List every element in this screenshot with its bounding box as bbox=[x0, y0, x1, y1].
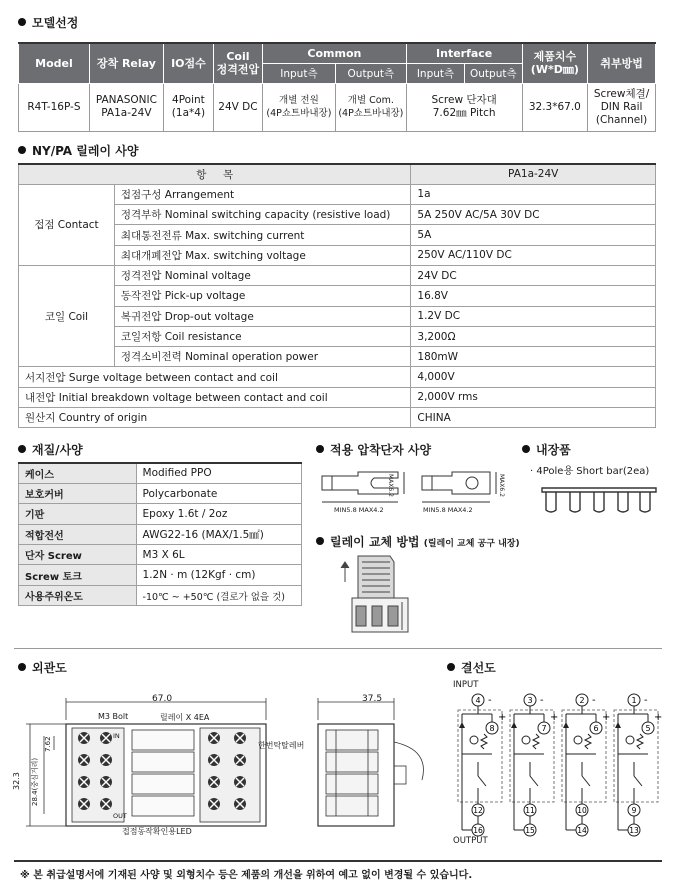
spec-value: 4,000V bbox=[411, 367, 656, 387]
coil-icon bbox=[637, 734, 643, 749]
terminal-label: 10 bbox=[577, 806, 587, 815]
material-key: Screw 토크 bbox=[19, 565, 137, 585]
wiring-diagram bbox=[452, 692, 668, 838]
terminal-label: 7 bbox=[541, 724, 547, 733]
crimp-dim-d: MAX6.2 bbox=[498, 474, 505, 497]
coil-cell: 24V DC bbox=[213, 83, 262, 131]
polarity-minus: - bbox=[592, 695, 596, 706]
crimp-dim-a: MIN5.8 MAX4.2 bbox=[334, 506, 384, 514]
spec-section-title: NY/PA 릴레이 사양 bbox=[18, 142, 138, 159]
model-section-title: 모델선정 bbox=[18, 14, 78, 31]
dim-pitch: 7.62 bbox=[44, 736, 52, 752]
polarity-plus: + bbox=[550, 712, 559, 723]
spec-label: 정격부하 Nominal switching capacity (resistive load) bbox=[114, 205, 411, 225]
terminal-label: 8 bbox=[489, 724, 495, 733]
bullet-icon bbox=[316, 445, 324, 453]
spec-value: 250V AC/110V DC bbox=[411, 245, 656, 265]
spec-value: 24V DC bbox=[411, 265, 656, 285]
material-key: 케이스 bbox=[19, 463, 137, 483]
spec-value: 5A 250V AC/5A 30V DC bbox=[411, 205, 656, 225]
terminal-section-title: 적용 압착단자 사양 bbox=[316, 441, 431, 458]
contents-section-title: 내장품 bbox=[522, 441, 571, 458]
spec-label: 정격전압 Nominal voltage bbox=[114, 265, 411, 285]
led-icon bbox=[626, 736, 634, 744]
terminal-label: 13 bbox=[629, 826, 639, 835]
crimp-dim-c: MAX6.2 bbox=[387, 474, 394, 497]
bullet-icon bbox=[522, 445, 530, 453]
terminal-label: 11 bbox=[525, 806, 535, 815]
material-value: 1.2N · m (12Kgf · cm) bbox=[136, 565, 301, 585]
replace-section-title: 릴레이 교체 방법 (릴레이 교체 공구 내장) bbox=[316, 533, 520, 550]
polarity-plus: + bbox=[498, 712, 507, 723]
group-coil: 코일 Coil bbox=[19, 265, 115, 366]
header-interface-output: Output측 bbox=[465, 63, 522, 83]
terminal-label: 9 bbox=[631, 806, 637, 815]
terminal-label: 5 bbox=[645, 724, 651, 733]
contact-icon bbox=[582, 776, 590, 786]
dim-inner: 28.4(중심거리) bbox=[31, 757, 39, 806]
terminal-label: 12 bbox=[473, 806, 483, 815]
coil-icon bbox=[481, 734, 487, 749]
spec-label: 동작전압 Pick-up voltage bbox=[114, 286, 411, 306]
material-key: 사용주위온도 bbox=[19, 585, 137, 605]
bullet-icon bbox=[18, 445, 26, 453]
spec-label: 복귀전압 Drop-out voltage bbox=[114, 306, 411, 326]
terminal-label: 15 bbox=[525, 826, 535, 835]
polarity-minus: - bbox=[488, 695, 492, 706]
contact-icon bbox=[634, 776, 642, 786]
bullet-icon bbox=[18, 18, 26, 26]
header-interface: Interface bbox=[406, 43, 522, 63]
material-key: 단자 Screw bbox=[19, 545, 137, 565]
material-value: AWG22-16 (MAX/1.5㎟) bbox=[136, 524, 301, 544]
material-section-title: 재질/사양 bbox=[18, 441, 83, 458]
header-mount: 취부방법 bbox=[588, 43, 656, 83]
led-icon bbox=[522, 736, 530, 744]
mount-cell: Screw체결/ DIN Rail (Channel) bbox=[588, 83, 656, 131]
led-icon bbox=[574, 736, 582, 744]
material-value: Polycarbonate bbox=[136, 483, 301, 503]
label-led: 접점동작확인용LED bbox=[122, 827, 192, 836]
crimp-dim-b: MIN5.8 MAX4.2 bbox=[423, 506, 473, 514]
header-interface-input: Input측 bbox=[406, 63, 464, 83]
footer-divider bbox=[14, 860, 662, 862]
polarity-plus: + bbox=[654, 712, 663, 723]
bullet-icon bbox=[447, 663, 455, 671]
spec-label: 코일저항 Coil resistance bbox=[114, 326, 411, 346]
outline-section-title: 외관도 bbox=[18, 659, 67, 676]
wiring-input-label: INPUT bbox=[453, 680, 479, 690]
spec-label: 내전압 Initial breakdown voltage between contact and coil bbox=[19, 387, 411, 407]
header-relay: 장착 Relay bbox=[89, 43, 163, 83]
diode-icon bbox=[511, 722, 517, 728]
model-cell: R4T-16P-S bbox=[19, 83, 90, 131]
spec-label: 정격소비전력 Nominal operation power bbox=[114, 347, 411, 367]
dim-width: 67.0 bbox=[152, 694, 173, 704]
material-key: 기판 bbox=[19, 504, 137, 524]
polarity-minus: - bbox=[644, 695, 648, 706]
spec-value: 1a bbox=[411, 184, 656, 204]
terminal-label: 2 bbox=[579, 696, 585, 705]
terminal-label: 3 bbox=[527, 696, 533, 705]
header-coil: Coil 정격전압 bbox=[213, 43, 262, 83]
spec-label: 최대통전전류 Max. switching current bbox=[114, 225, 411, 245]
wiring-section-title: 결선도 bbox=[447, 659, 496, 676]
material-value: Modified PPO bbox=[136, 463, 301, 483]
label-out: OUT bbox=[113, 812, 127, 820]
spec-value: 2,000V rms bbox=[411, 387, 656, 407]
polarity-minus: - bbox=[540, 695, 544, 706]
diode-icon bbox=[459, 722, 465, 728]
dim-depth: 37.5 bbox=[362, 694, 383, 704]
label-bolt: M3 Bolt bbox=[98, 712, 129, 721]
relay-replacement-drawing bbox=[340, 552, 420, 638]
model-table bbox=[18, 42, 656, 132]
header-common-input: Input측 bbox=[262, 63, 335, 83]
spec-value: 5A bbox=[411, 225, 656, 245]
footer-note: ※ 본 취급설명서에 기재된 사양 및 외형치수 등은 제품의 개선을 위하여 예고 없이 변경될 수 있습니다. bbox=[20, 870, 473, 881]
material-value: Epoxy 1.6t / 2oz bbox=[136, 504, 301, 524]
wiring-output-label: OUTPUT bbox=[453, 836, 488, 846]
contact-icon bbox=[478, 776, 486, 786]
label-in: IN bbox=[113, 732, 120, 740]
spec-value: 16.8V bbox=[411, 286, 656, 306]
ring-terminal-icon bbox=[422, 472, 496, 502]
spec-value: 1.2V DC bbox=[411, 306, 656, 326]
spec-value: CHINA bbox=[411, 408, 656, 428]
coil-icon bbox=[533, 734, 539, 749]
common-input-cell: 개별 전원 (4P쇼트바내장) bbox=[262, 83, 335, 131]
bullet-icon bbox=[316, 537, 324, 545]
bullet-icon bbox=[18, 146, 26, 154]
diode-icon bbox=[615, 722, 621, 728]
spec-label: 최대개폐전압 Max. switching voltage bbox=[114, 245, 411, 265]
label-lever: 한번탁탈레버 bbox=[258, 741, 305, 750]
spec-label: 원산지 Country of origin bbox=[19, 408, 411, 428]
io-cell: 4Point (1a*4) bbox=[163, 83, 213, 131]
section-divider bbox=[14, 648, 662, 649]
material-value: -10℃ ~ +50℃ (결로가 없을 것) bbox=[136, 585, 301, 605]
spec-header-item: 항 목 bbox=[19, 164, 411, 184]
terminal-label: 4 bbox=[475, 696, 481, 705]
bullet-icon bbox=[18, 663, 26, 671]
spec-table bbox=[18, 163, 656, 428]
spec-header-value: PA1a-24V bbox=[411, 164, 656, 184]
contact-icon bbox=[530, 776, 538, 786]
led-icon bbox=[470, 736, 478, 744]
short-bar-icon bbox=[540, 482, 658, 516]
header-common-output: Output측 bbox=[335, 63, 406, 83]
spec-label: 접점구성 Arrangement bbox=[114, 184, 411, 204]
spec-label: 서지전압 Surge voltage between contact and coil bbox=[19, 367, 411, 387]
header-model: Model bbox=[19, 43, 90, 83]
header-size: 제품치수 (W*D㎜) bbox=[522, 43, 588, 83]
relay-cell: PANASONIC PA1a-24V bbox=[89, 83, 163, 131]
spec-value: 180mW bbox=[411, 347, 656, 367]
material-key: 적합전선 bbox=[19, 524, 137, 544]
size-cell: 32.3*67.0 bbox=[522, 83, 588, 131]
group-contact: 접점 Contact bbox=[19, 184, 115, 265]
coil-icon bbox=[585, 734, 591, 749]
material-key: 보호커버 bbox=[19, 483, 137, 503]
label-relay: 릴레이 X 4EA bbox=[160, 713, 210, 722]
header-common: Common bbox=[262, 43, 406, 63]
polarity-plus: + bbox=[602, 712, 611, 723]
terminal-label: 6 bbox=[593, 724, 599, 733]
material-table bbox=[18, 462, 302, 606]
material-value: M3 X 6L bbox=[136, 545, 301, 565]
interface-cell: Screw 단자대 7.62㎜ Pitch bbox=[406, 83, 522, 131]
terminal-label: 14 bbox=[577, 826, 587, 835]
contents-item: · 4Pole용 Short bar(2ea) bbox=[530, 466, 650, 477]
diode-icon bbox=[563, 722, 569, 728]
terminal-label: 1 bbox=[631, 696, 637, 705]
spec-value: 3,200Ω bbox=[411, 326, 656, 346]
header-io: IO점수 bbox=[163, 43, 213, 83]
common-output-cell: 개별 Com. (4P쇼트바내장) bbox=[335, 83, 406, 131]
dim-height: 32.3 bbox=[12, 772, 21, 790]
outline-side-view bbox=[312, 690, 452, 850]
terminal-label: 16 bbox=[473, 826, 483, 835]
